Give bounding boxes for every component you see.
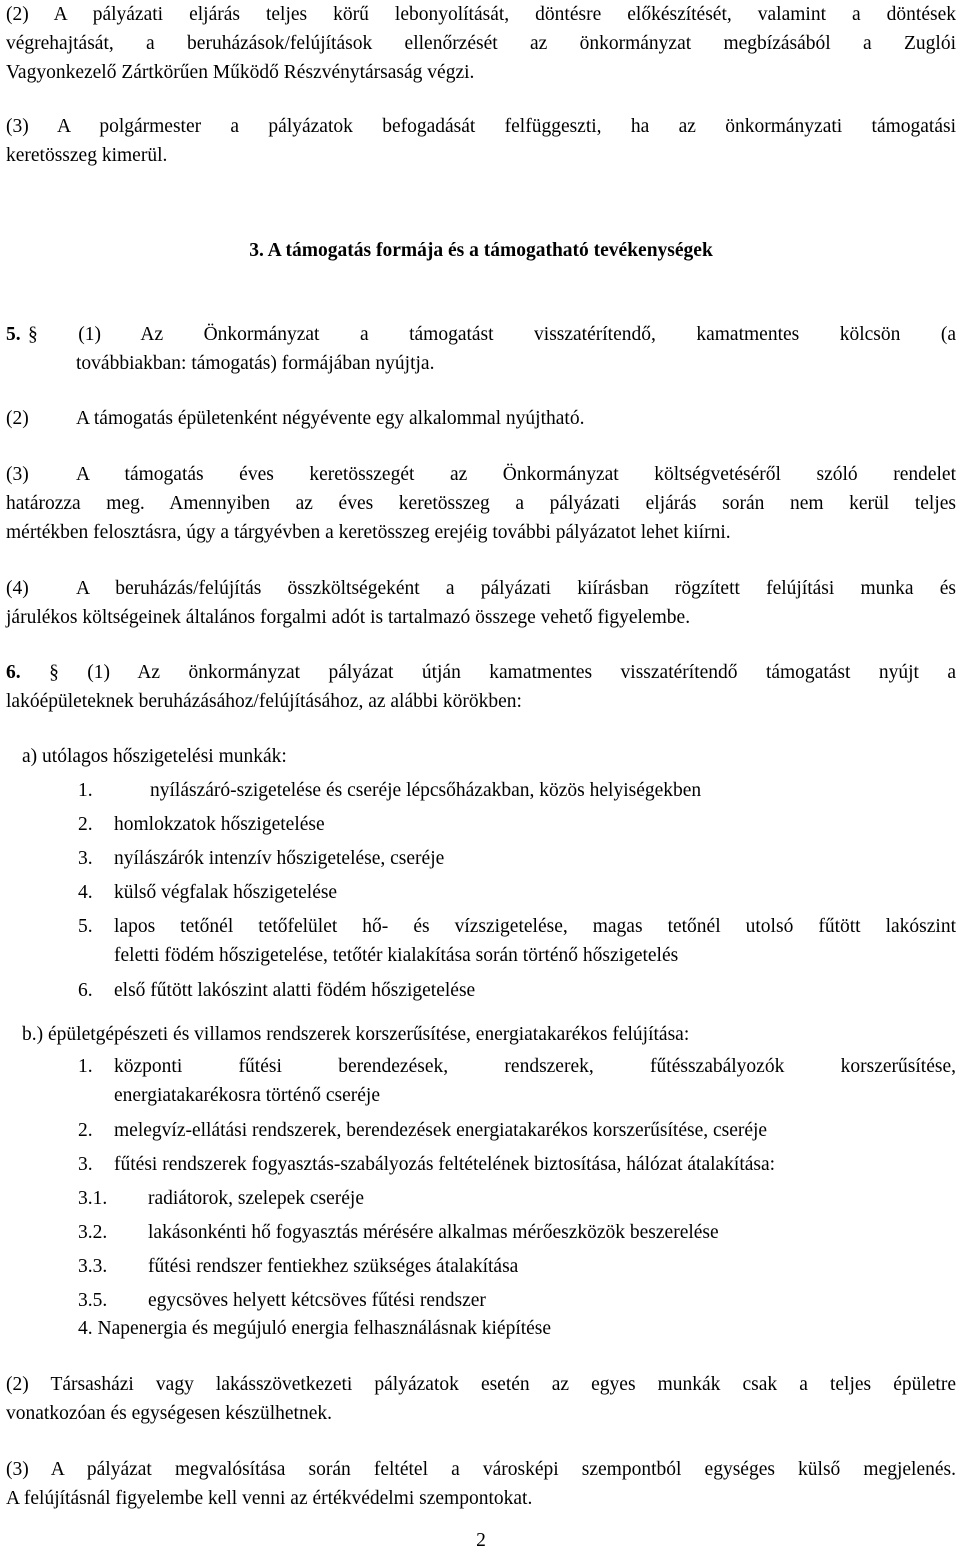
list-a-heading: a) utólagos hőszigetelési munkák:: [22, 746, 287, 767]
item-number: 2.: [78, 1120, 93, 1141]
text-line: [6, 574, 956, 603]
text-line: A felújításnál figyelembe kell venni az értékvédelmi szempontokat.: [6, 1488, 533, 1509]
section-5-paragraph-4: [6, 574, 956, 632]
text-line: [6, 460, 956, 489]
section-number: 5.: [6, 324, 21, 345]
page-number: 2: [476, 1530, 486, 1551]
text-fragment: A támogatás éves keretösszegét az Önkormányzat költségvetéséről szóló rendelet: [76, 464, 956, 485]
item-number: 3.5.: [78, 1290, 108, 1311]
item-number: 1.: [78, 780, 93, 801]
item-number: 3.: [78, 848, 93, 869]
section-5-paragraph-3: [6, 460, 956, 547]
item-number: 2.: [78, 814, 93, 835]
paragraph-label: (3): [6, 464, 29, 485]
text-line: lakóépületeknek beruházásához/felújításához, az alábbi körökben:: [6, 691, 522, 712]
item-text: fűtési rendszerek fogyasztás-szabályozás feltételének biztosítása, hálózat átalakítása:: [114, 1154, 776, 1175]
item-number: 3.2.: [78, 1222, 108, 1243]
section-5-body: [28, 320, 956, 378]
item-text: fűtési rendszer fentiekhez szükséges átalakítása: [148, 1256, 519, 1277]
item-text: központi fűtési berendezések, rendszerek, fűtésszabályozók korszerűsítése,: [114, 1056, 956, 1077]
list-b-heading: b.) épületgépészeti és villamos rendszerek korszerűsítése, energiatakarékos felújítása:: [22, 1024, 690, 1045]
paragraph-3: [6, 112, 956, 170]
section-6-paragraph-2: [6, 1370, 956, 1428]
text-line: § (1) Az Önkormányzat a támogatást visszatérítendő, kamatmentes kölcsön (a: [28, 324, 956, 345]
section-6-paragraph-1: [6, 658, 956, 716]
item-text: radiátorok, szelepek cseréje: [148, 1188, 365, 1209]
text-line: [6, 658, 956, 687]
item-number: 5.: [78, 916, 93, 937]
text-line: (3) A polgármester a pályázatok befogadását felfüggeszti, ha az önkormányzati támogatási: [6, 116, 956, 137]
text-line: keretösszeg kimerül.: [6, 145, 168, 166]
item-number: 3.3.: [78, 1256, 108, 1277]
item-text: homlokzatok hőszigetelése: [114, 814, 325, 835]
section-number: 6.: [6, 662, 21, 683]
text-line: határozza meg. Amennyiben az éves keretösszeg a pályázati eljárás során nem kerül teljes: [6, 493, 956, 514]
section-heading: 3. A támogatás formája és a támogatható tevékenységek: [249, 240, 713, 261]
text-line: végrehajtását, a beruházások/felújítások ellenőrzését az önkormányzat megbízásából a Zuglói: [6, 33, 956, 54]
paragraph-label: (4): [6, 578, 29, 599]
item-text-continued: feletti födém hőszigetelése, tetőtér kialakítása során történő hőszigetelés: [114, 945, 679, 966]
text-line: továbbiakban: támogatás) formájában nyújtja.: [76, 353, 435, 374]
text-line: Vagyonkezelő Zártkörűen Működő Részvénytársaság végzi.: [6, 62, 475, 83]
text-line: vonatkozóan és egységesen készülhetnek.: [6, 1403, 332, 1424]
paragraph-label: (2): [6, 408, 29, 429]
text-line: (2) Társasházi vagy lakásszövetkezeti pályázatok esetén az egyes munkák csak a teljes épületre: [6, 1374, 956, 1395]
item-text: 4. Napenergia és megújuló energia felhasználásnak kiépítése: [78, 1318, 552, 1339]
item-text: első fűtött lakószint alatti födém hőszigetelése: [114, 980, 476, 1001]
text-line: (2) A pályázati eljárás teljes körű lebonyolítását, döntésre előkészítését, valamint a döntések: [6, 4, 956, 25]
item-text-continued: energiatakarékosra történő cseréje: [114, 1085, 380, 1106]
text-line: A támogatás épületenként négyévente egy alkalommal nyújtható.: [76, 408, 585, 429]
text-line: (3) A pályázat megvalósítása során feltétel a városképi szempontból egységes külső megjelenés.: [6, 1459, 956, 1480]
item-number: 6.: [78, 980, 93, 1001]
text-line: járulékos költségeinek általános forgalmi adót is tartalmazó összege vehető figyelembe.: [6, 607, 691, 628]
item-number: 4.: [78, 882, 93, 903]
item-text: nyílászáró-szigetelése és cseréje lépcsőházakban, közös helyiségekben: [150, 780, 702, 801]
item-number: 3.1.: [78, 1188, 108, 1209]
item-text: melegvíz-ellátási rendszerek, berendezések energiatakarékos korszerűsítése, cseréje: [114, 1120, 768, 1141]
text-fragment: A beruházás/felújítás összköltségeként a pályázati kiírásban rögzített felújítási munka és: [76, 578, 956, 599]
item-text: lakásonkénti hő fogyasztás mérésére alkalmas mérőeszközök beszerelése: [148, 1222, 719, 1243]
item-number: 3.: [78, 1154, 93, 1175]
text-fragment: § (1) Az önkormányzat pályázat útján kamatmentes visszatérítendő támogatást nyújt a: [49, 662, 957, 683]
item-text: külső végfalak hőszigetelése: [114, 882, 338, 903]
paragraph-2: [6, 0, 956, 87]
section-5-paragraph-2: [6, 404, 956, 433]
item-text: nyílászárók intenzív hőszigetelése, cseréje: [114, 848, 445, 869]
section-6-paragraph-3: [6, 1455, 956, 1513]
item-number: 1.: [78, 1056, 93, 1077]
item-text: egycsöves helyett kétcsöves fűtési rendszer: [148, 1290, 486, 1311]
text-line: mértékben felosztásra, úgy a tárgyévben a keretösszeg erejéig további pályázatot lehet kiírni.: [6, 522, 731, 543]
item-text: lapos tetőnél tetőfelület hő- és vízszigetelése, magas tetőnél utolsó fűtött lakószint: [114, 916, 956, 937]
